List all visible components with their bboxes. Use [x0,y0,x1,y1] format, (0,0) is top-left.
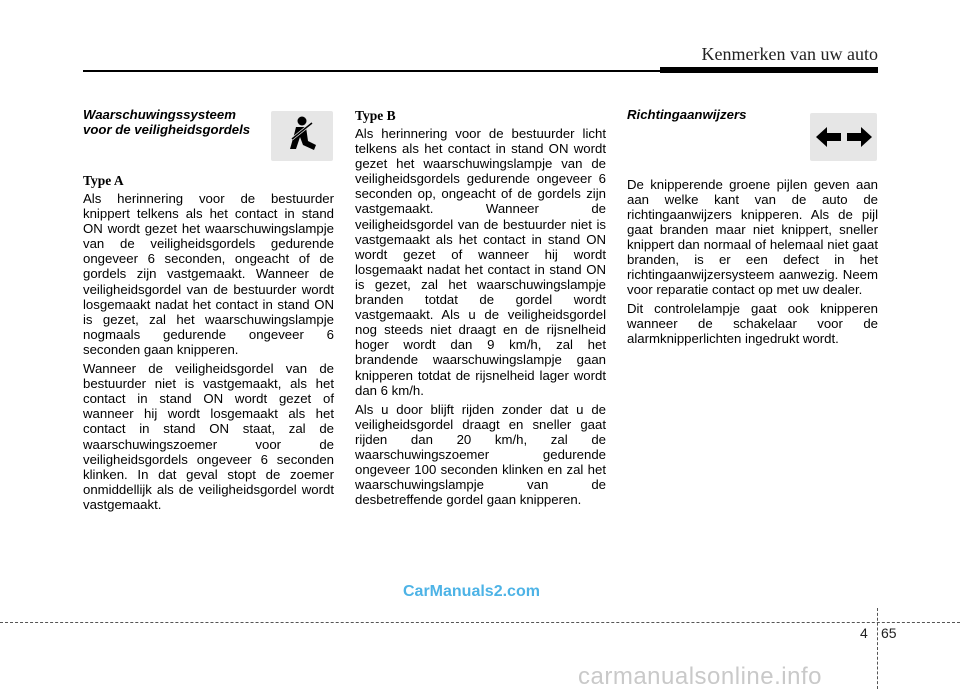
footer-dashed-rule [0,622,960,623]
turn-signal-arrows-icon [810,113,877,161]
seatbelt-warning-icon [271,111,333,161]
seatbelt-heading-line2: voor de veiligheidsgordels [83,121,251,137]
header-title: Kenmerken van uw auto [701,44,878,64]
type-b-paragraph-2: Als u door blijft rijden zonder dat u de veiligheidsgordel draagt en sneller gaat rijden dan 20 km/h, zal de waarschuwingszoemer gedurende ongeveer 100 seconden klinken en zal het waarschuwingslampje van de desbetreffende gordel gaan knipperen. [355,401,606,508]
watermark-carmanualsonline: carmanualsonline.info [578,663,822,690]
footer-vertical-rule [877,608,878,689]
type-b-paragraph-1: Als herinnering voor de bestuurder licht telkens als het contact in stand ON wordt gezet het waarschuwingslampje van de veiligheidsgordels gedurende ongeveer 6 seconden op, ongeacht of de gordels zijn vastgemaakt. Wanneer de veiligheidsgordel van de bestuurder niet is vastgemaakt als het contact in stand ON wordt gezet of wanneer hij wordt losgemaakt nadat het contact in stand ON is gezet, zal het waarschuwingslampje branden totdat de gordel wordt vastgemaakt. Als u de veiligheidsgordel nog steeds niet draagt en de rijsnelheid hoger wordt dan 9 km/h, zal het brandende waarschuwingslampje gaan knipperen totdat de rijsnelheid lager wordt dan 6 km/h. [355,126,606,398]
header-rule-thin [83,70,660,72]
column-middle [355,108,606,511]
column-left [83,108,334,516]
chapter-number: 4 [860,625,868,641]
seatbelt-heading-line1: Waarschuwingssysteem [83,107,236,122]
header-rule-thick [660,67,878,73]
watermark-carmanuals2: CarManuals2.com [403,583,540,600]
type-b-heading: Type B [355,108,396,123]
turn-signal-heading: Richtingaanwijzers [627,107,747,122]
turn-signal-paragraph-1: De knipperende groene pijlen geven aan aan welke kant van de auto de richtingaanwijzers knipperen. Als de pijl gaat branden maar niet knippert, sneller knippert dan normaal of helemaal niet gaat branden, is er een defect in het richtingaanwijzersysteem aanwezig. Neem voor reparatie contact op met uw dealer. [627,176,878,298]
turn-signal-paragraph-2: Dit controlelampje gaat ook knipperen wanneer de schakelaar voor de alarmknipperlichten ingedrukt wordt. [627,301,878,347]
type-a-paragraph-2: Wanneer de veiligheidsgordel van de bestuurder niet is vastgemaakt, als het contact in stand ON wordt gezet of wanneer hij wordt losgemaakt als het contact in stand ON staat, zal de waarschuwingszoemer voor de veiligheidsgordels ongeveer 6 seconden klinken. In dat geval stopt de zoemer onmiddellijk als de veiligheidsgordel wordt vastgemaakt. [83,361,334,512]
type-a-paragraph-1: Als herinnering voor de bestuurder knippert telkens als het contact in stand ON wordt gezet het waarschuwingslampje van de veiligheidsgordels gedurende ongeveer 6 seconden, ongeacht of de gordels zijn vastgemaakt. Wanneer de veiligheidsgordel van de bestuurder wordt losgemaakt nadat het contact in stand ON is gezet, zal het waarschuwingslampje nogmaals gedurende ongeveer 6 seconden gaan knipperen. [83,191,334,357]
page-number: 65 [881,625,897,641]
type-a-heading: Type A [83,173,124,188]
